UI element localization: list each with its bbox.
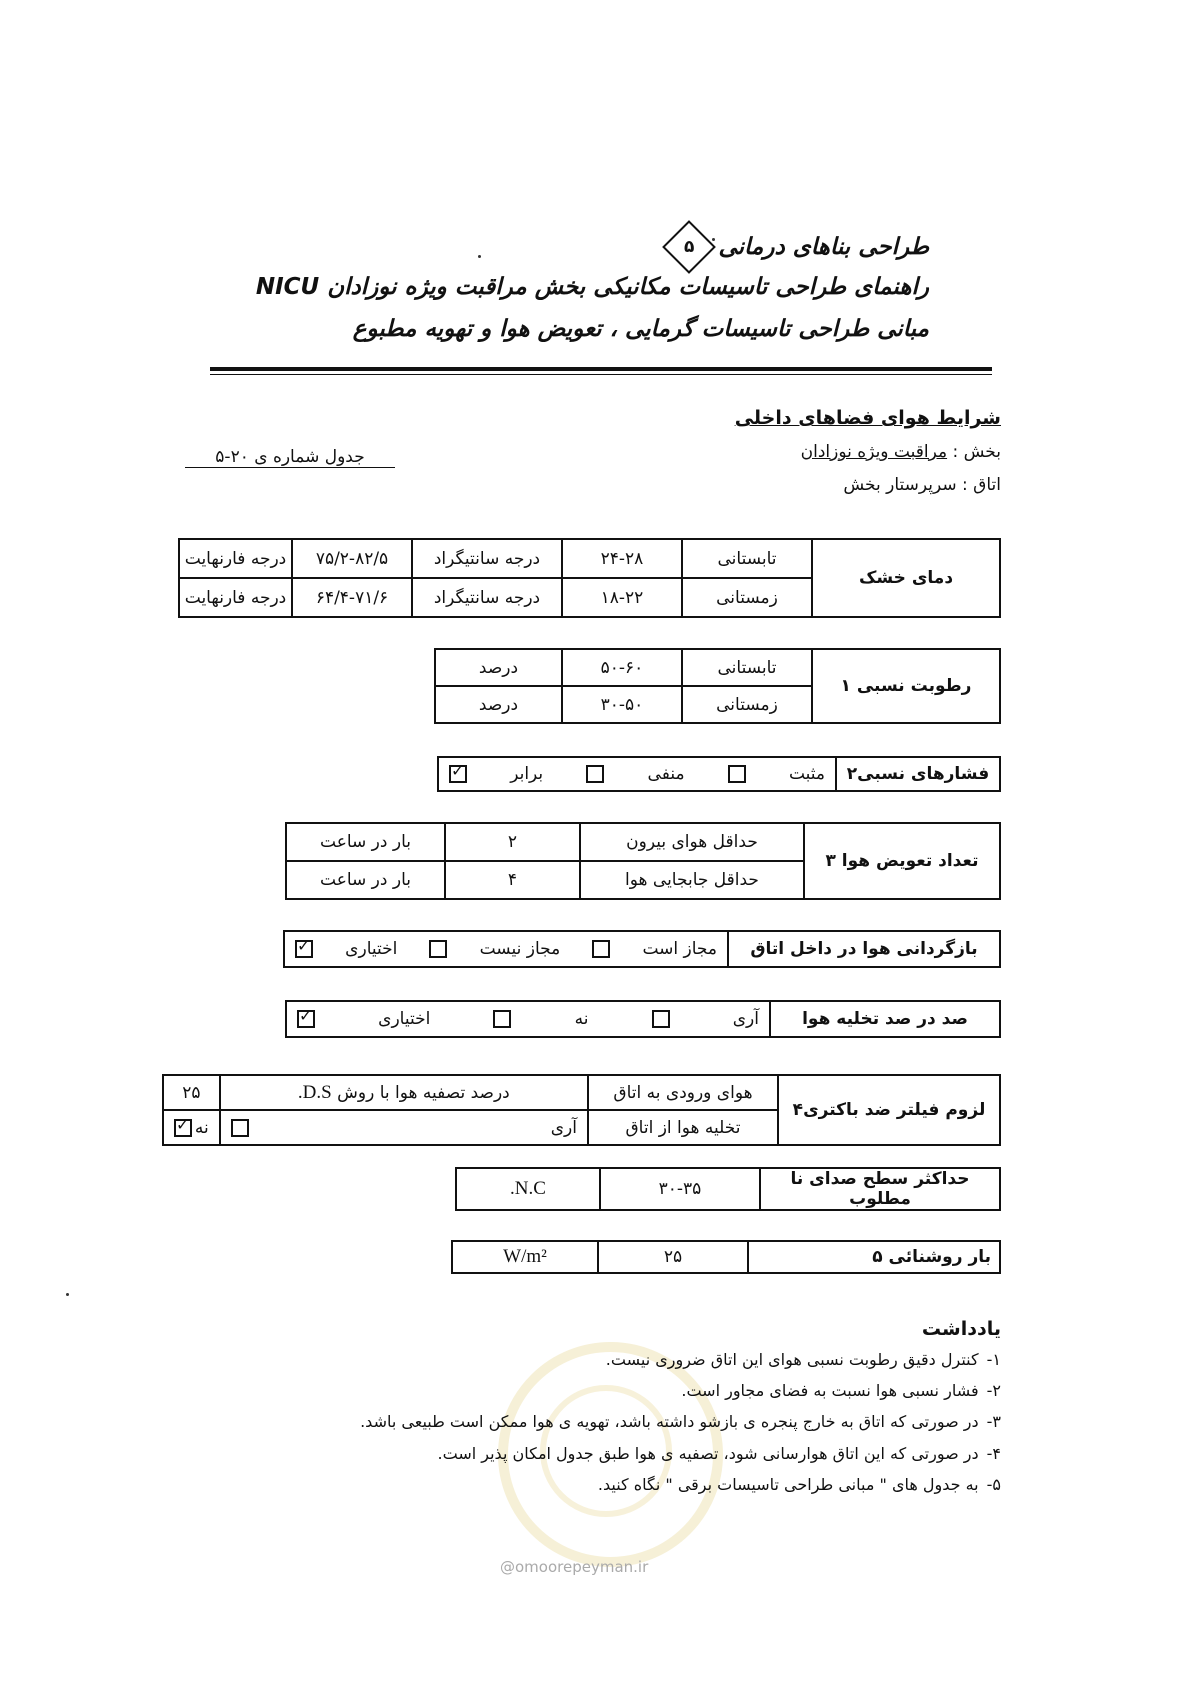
section-title: شرایط هوای فضاهای داخلی xyxy=(734,407,1001,429)
filter-percent-value: ۲۵ xyxy=(163,1075,220,1110)
pressure-equal-checkbox[interactable] xyxy=(449,765,467,783)
noise-value: ۳۰-۳۵ xyxy=(600,1168,760,1210)
filter-yes-label: آری xyxy=(550,1117,577,1138)
air-change-value: ۲ xyxy=(445,823,580,861)
filter-exhaust-name: تخلیه هوا از اتاق xyxy=(588,1110,778,1145)
pressure-equal-label: برابر xyxy=(510,764,544,784)
note-text: کنترل دقیق رطوبت نسبی هوای این اتاق ضروری نیست. xyxy=(605,1350,979,1369)
humidity-table xyxy=(434,648,1001,724)
humidity-unit: درصد xyxy=(435,649,562,686)
note-number: ۳- xyxy=(986,1412,1001,1431)
pressure-negative-label: منفی xyxy=(647,764,685,784)
doc-series-title xyxy=(670,228,929,266)
recirc-optional-label: اختیاری xyxy=(345,939,398,959)
room-line xyxy=(843,475,1001,495)
table-number: جدول شماره ی ۲۰-۵ xyxy=(185,447,395,468)
note-number: ۲- xyxy=(986,1381,1001,1400)
air-change-value: ۴ xyxy=(445,861,580,899)
note-text: فشار نسبی هوا نسبت به فضای مجاور است. xyxy=(681,1381,979,1400)
note-item xyxy=(681,1381,1001,1400)
pressure-label: فشارهای نسبی۲ xyxy=(836,757,1000,791)
recirculation-options xyxy=(284,931,728,967)
recirculation-label: بازگردانی هوا در داخل اتاق xyxy=(728,931,1000,967)
header-rule-thick xyxy=(210,367,992,371)
fahrenheit-value: ۷۵/۲-۸۲/۵ xyxy=(292,539,412,578)
notes-title: یادداشت xyxy=(921,1318,1001,1340)
filter-label: لزوم فیلتر ضد باکتری۴ xyxy=(778,1075,1000,1145)
filter-method-cell xyxy=(220,1075,588,1110)
season-cell: تابستانی xyxy=(682,649,812,686)
season-cell: زمستانی xyxy=(682,686,812,723)
exhaust-options xyxy=(286,1001,770,1037)
celsius-unit: درجه سانتیگراد xyxy=(412,578,562,617)
filter-table xyxy=(162,1074,1001,1146)
doc-subtitle: راهنمای طراحی تاسیسات مکانیکی بخش مراقبت ویژه نوزادان NICU xyxy=(255,274,929,300)
pressure-table xyxy=(437,756,1001,792)
recirc-optional-checkbox[interactable] xyxy=(295,940,313,958)
air-change-name: حداقل جابجایی هوا xyxy=(580,861,804,899)
exhaust-yes-checkbox[interactable] xyxy=(652,1010,670,1028)
volume-badge: ۵ xyxy=(663,220,717,274)
pressure-positive-checkbox[interactable] xyxy=(728,765,746,783)
exhaust-optional-label: اختیاری xyxy=(378,1009,431,1029)
note-number: ۱- xyxy=(986,1350,1001,1369)
filter-yes-checkbox[interactable] xyxy=(231,1119,249,1137)
recirculation-table xyxy=(283,930,1001,968)
recirc-not-allowed-checkbox[interactable] xyxy=(429,940,447,958)
noise-unit: N.C. xyxy=(456,1168,600,1210)
celsius-value: ۱۸-۲۲ xyxy=(562,578,682,617)
dry-temp-table xyxy=(178,538,1001,618)
note-item xyxy=(606,1350,1001,1369)
lighting-label: بار روشنائی ۵ xyxy=(748,1241,1000,1273)
lighting-unit: W/m² xyxy=(452,1241,598,1273)
humidity-value: ۵۰-۶۰ xyxy=(562,649,682,686)
air-change-unit: بار در ساعت xyxy=(286,861,445,899)
exhaust-no-checkbox[interactable] xyxy=(493,1010,511,1028)
recirc-allowed-label: مجاز است xyxy=(642,939,717,959)
humidity-unit: درصد xyxy=(435,686,562,723)
lighting-table xyxy=(451,1240,1001,1274)
air-change-table xyxy=(285,822,1001,900)
note-text: به جدول های " مبانی طراحی تاسیسات برقی " نگاه کنید. xyxy=(597,1475,979,1494)
ward-label: بخش : xyxy=(952,442,1001,462)
series-title-text: طراحی بناهای درمانی xyxy=(718,234,929,260)
room-label: اتاق : xyxy=(962,475,1001,495)
celsius-unit: درجه سانتیگراد xyxy=(412,539,562,578)
speck xyxy=(66,1293,69,1296)
exhaust-no-label: نه xyxy=(574,1009,589,1029)
ward-value: مراقبت ویژه نوزادان xyxy=(800,442,948,462)
exhaust-yes-label: آری xyxy=(732,1009,759,1029)
recirc-not-allowed-label: مجاز نیست xyxy=(479,939,561,959)
room-value: سرپرستار بخش xyxy=(843,475,957,495)
noise-label: حداکثر سطح صدای نا مطلوب xyxy=(760,1168,1000,1210)
humidity-label: رطوبت نسبی ۱ xyxy=(812,649,1000,723)
filter-method: D.S. xyxy=(297,1081,332,1103)
noise-table xyxy=(455,1167,1001,1211)
pressure-options xyxy=(438,757,836,791)
speck xyxy=(712,238,715,241)
doc-chapter-title: مبانی طراحی تاسیسات گرمایی ، تعویض هوا و تهویه مطبوع xyxy=(352,316,929,342)
pressure-negative-checkbox[interactable] xyxy=(586,765,604,783)
recirc-allowed-checkbox[interactable] xyxy=(592,940,610,958)
air-change-label: تعداد تعویض هوا ۳ xyxy=(804,823,1000,899)
humidity-value: ۳۰-۵۰ xyxy=(562,686,682,723)
note-text: در صورتی که این اتاق هوارسانی شود، تصفیه ی هوا طبق جدول امکان پذیر است. xyxy=(437,1444,979,1463)
note-item xyxy=(438,1444,1001,1463)
exhaust-optional-checkbox[interactable] xyxy=(297,1010,315,1028)
season-cell: زمستانی xyxy=(682,578,812,617)
note-number: ۵- xyxy=(986,1475,1001,1494)
exhaust-table xyxy=(285,1000,1001,1038)
fahrenheit-value: ۶۴/۴-۷۱/۶ xyxy=(292,578,412,617)
header-rule-thin xyxy=(210,374,992,375)
season-cell: تابستانی xyxy=(682,539,812,578)
filter-percent-text: درصد تصفیه هوا با روش xyxy=(337,1082,510,1103)
filter-no-checkbox[interactable] xyxy=(174,1119,192,1137)
ward-line xyxy=(801,442,1001,462)
air-change-unit: بار در ساعت xyxy=(286,823,445,861)
fahrenheit-unit: درجه فارنهایت xyxy=(179,539,292,578)
air-change-name: حداقل هوای بیرون xyxy=(580,823,804,861)
lighting-value: ۲۵ xyxy=(598,1241,748,1273)
note-item xyxy=(360,1412,1001,1431)
note-item xyxy=(598,1475,1001,1494)
note-number: ۴- xyxy=(986,1444,1001,1463)
watermark-text: @omoorepeyman.ir xyxy=(500,1558,649,1576)
filter-no-cell xyxy=(163,1110,220,1145)
speck xyxy=(478,255,481,258)
filter-inlet-name: هوای ورودی به اتاق xyxy=(588,1075,778,1110)
pressure-positive-label: مثبت xyxy=(788,764,825,784)
celsius-value: ۲۴-۲۸ xyxy=(562,539,682,578)
dry-temp-label: دمای خشک xyxy=(812,539,1000,617)
filter-no-label: نه xyxy=(194,1117,209,1138)
filter-yes-cell xyxy=(220,1110,588,1145)
exhaust-label: صد در صد تخلیه هوا xyxy=(770,1001,1000,1037)
fahrenheit-unit: درجه فارنهایت xyxy=(179,578,292,617)
note-text: در صورتی که اتاق به خارج پنجره ی بازشو داشته باشد، تهویه ی هوا ممکن است طبیعی باشد. xyxy=(360,1412,979,1431)
